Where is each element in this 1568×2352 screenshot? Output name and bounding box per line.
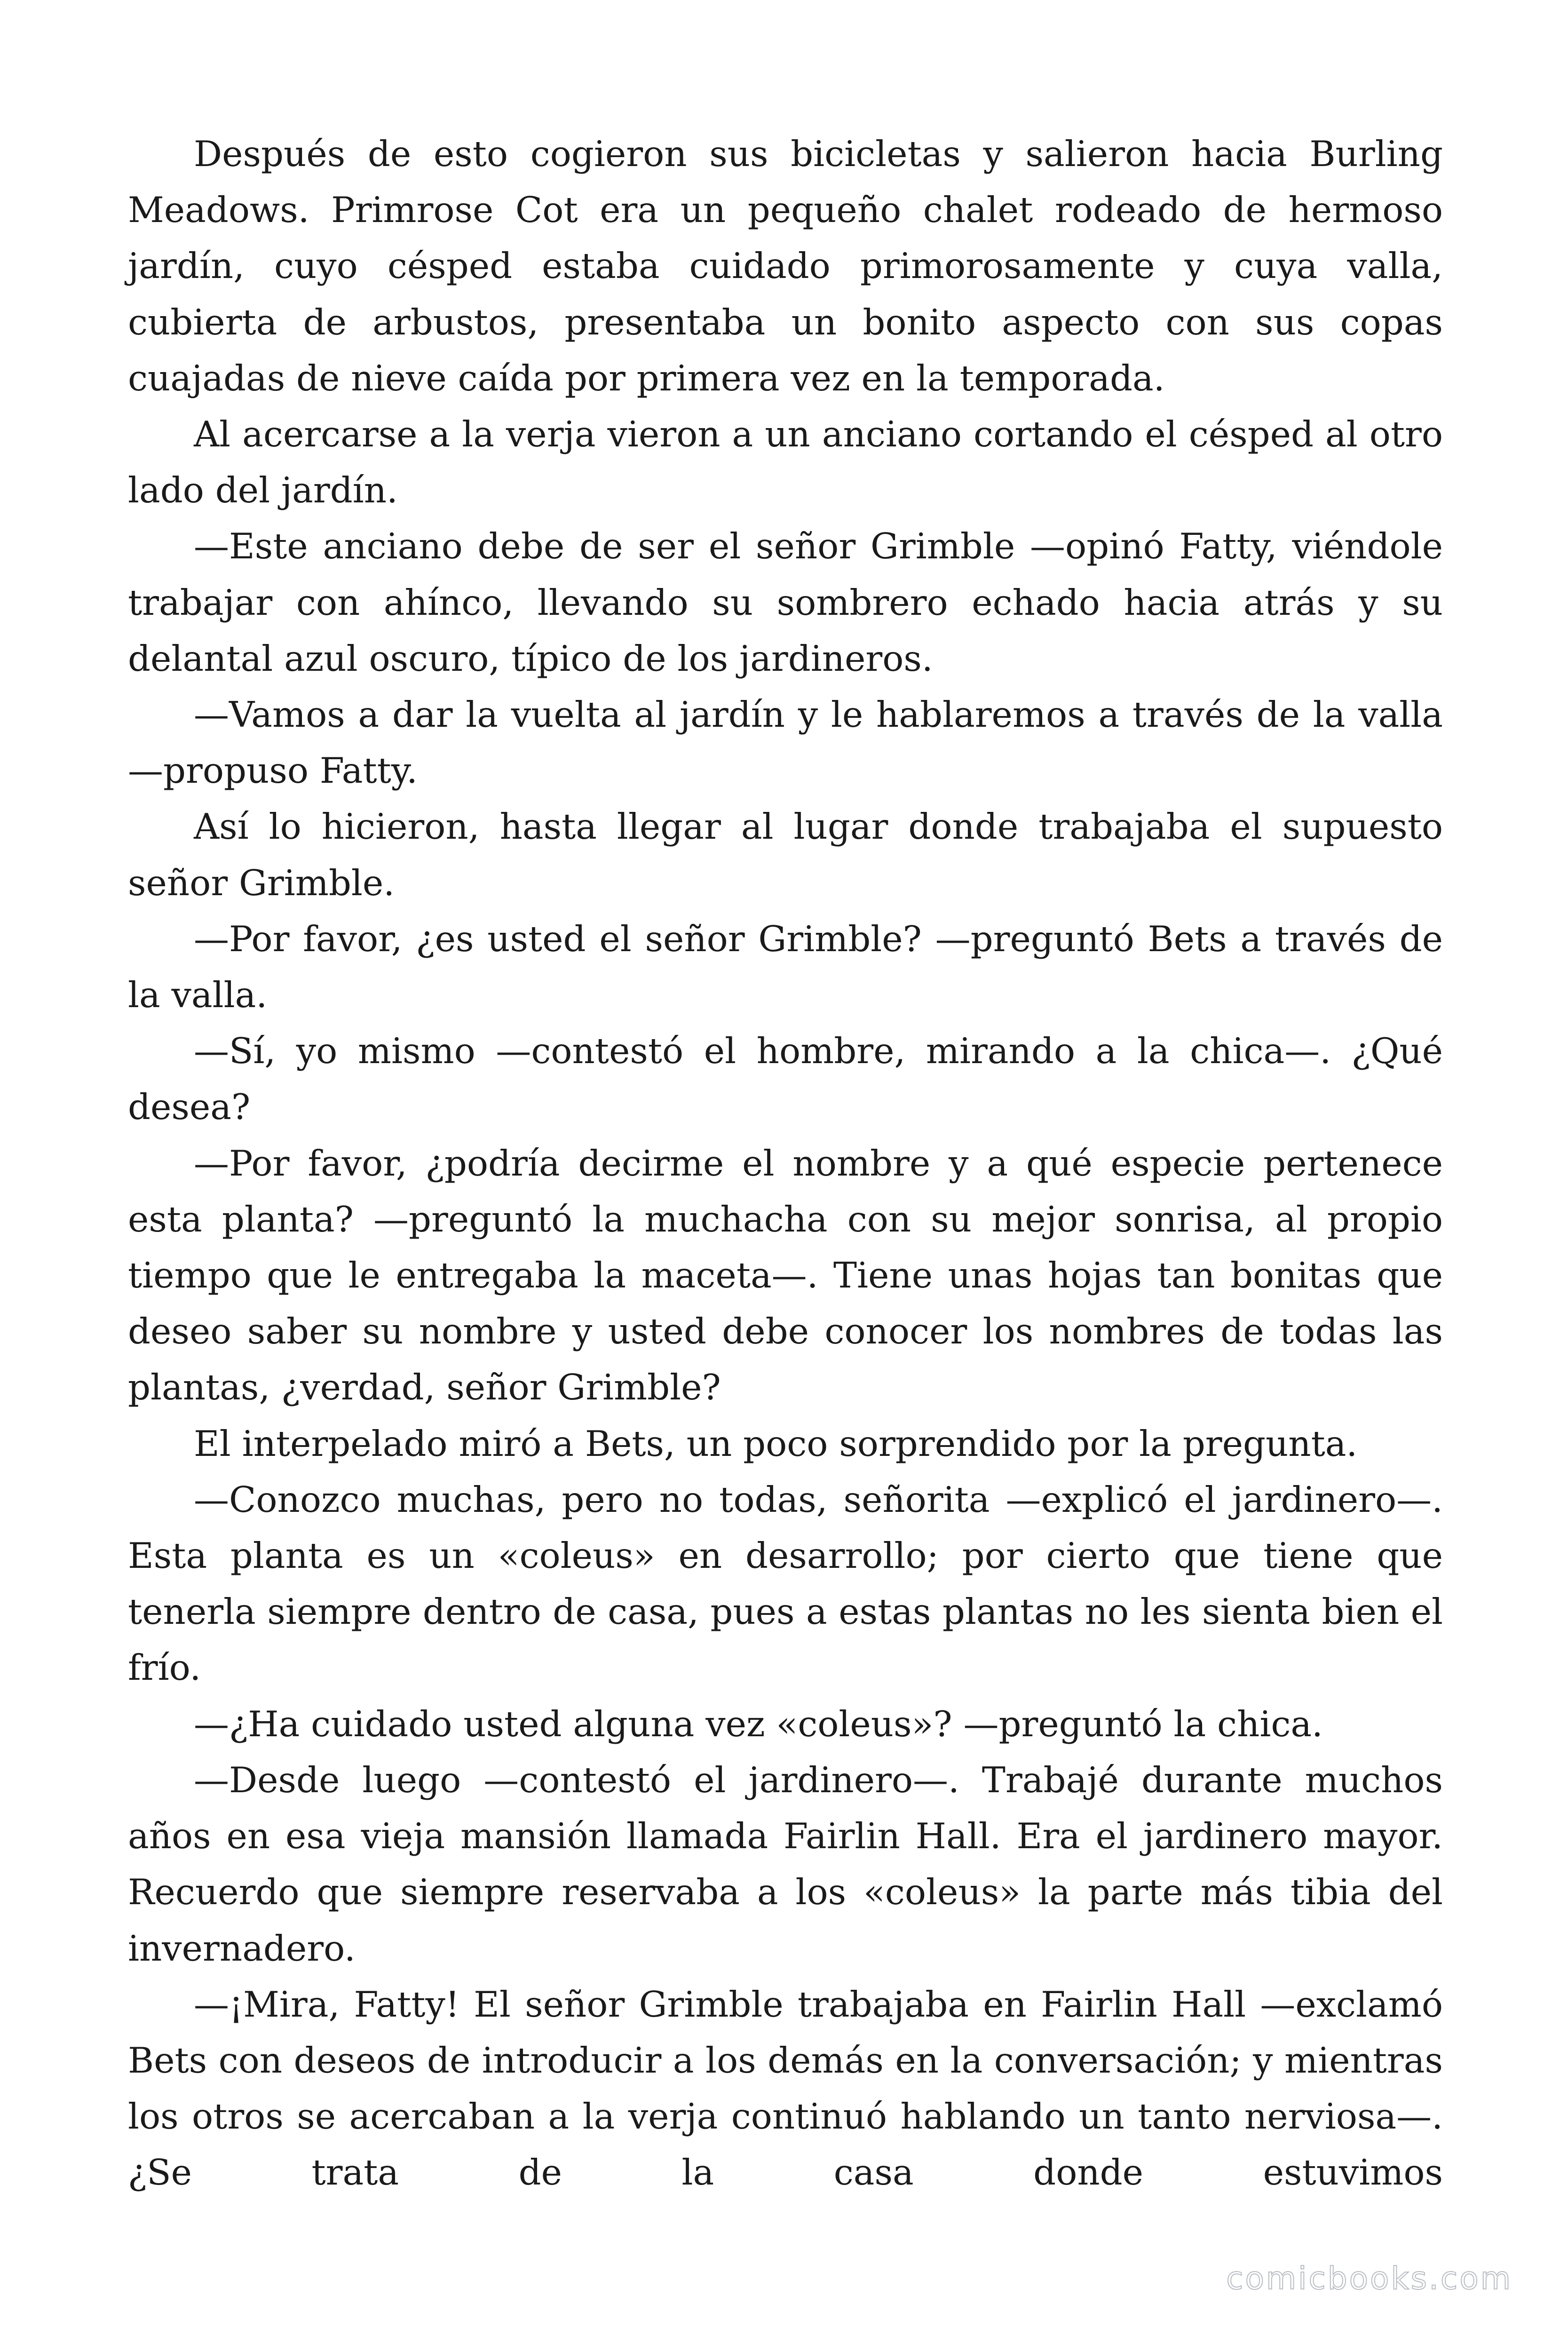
paragraph-12: —Desde luego —contestó el jardinero—. Trabajé durante muchos años en esa vieja mansión llamada Fairlin Hall. Era el jardinero mayor. Recuerdo que siempre reservaba a los «coleus» la parte más tibia del invernadero. — [128, 1759, 1443, 1969]
watermark-logo: comicbooks.com — [1226, 2260, 1513, 2296]
paragraph-13: —¡Mira, Fatty! El señor Grimble trabajaba en Fairlin Hall —exclamó Bets con deseos de introducir a los demás en la conversación; y mientras los otros se acercaban a la verja continuó hablando un tanto nerviosa—. ¿Se trata de la casa donde estuvimos — [128, 1983, 1443, 2193]
paragraph-8: —Por favor, ¿podría decirme el nombre y a qué especie pertenece esta planta? —preguntó la muchacha con su mejor sonrisa, al propio tiempo que le entregaba la maceta—. Tiene unas hojas tan bonitas que deseo saber su nombre y usted debe conocer los nombres de todas las plantas, ¿verdad, señor Grimble? — [128, 1142, 1443, 1408]
paragraph-10: —Conozco muchas, pero no todas, señorita —explicó el jardinero—. Esta planta es un «coleus» en desarrollo; por cierto que tiene que tenerla siempre dentro de casa, pues a estas plantas no les sienta bien el frío. — [128, 1478, 1443, 1689]
paragraph-5: Así lo hicieron, hasta llegar al lugar donde trabajaba el supuesto señor Grimble. — [128, 806, 1443, 904]
paragraph-3: —Este anciano debe de ser el señor Grimble —opinó Fatty, viéndole trabajar con ahínco, llevando su sombrero echado hacia atrás y su delantal azul oscuro, típico de los jardineros. — [128, 525, 1443, 679]
paragraph-1: Después de esto cogieron sus bicicletas y salieron hacia Burling Meadows. Primrose Cot era un pequeño chalet rodeado de hermoso jardín, cuyo césped estaba cuidado primorosamente y cuya valla, cubierta de arbustos, presentaba un bonito aspecto con sus copas cuajadas de nieve caída por primera vez en la temporada. — [128, 133, 1443, 399]
paragraph-11: —¿Ha cuidado usted alguna vez «coleus»? —preguntó la chica. — [194, 1703, 1323, 1745]
text-body — [128, 126, 1443, 2201]
paragraph-7: —Sí, yo mismo —contestó el hombre, mirando a la chica—. ¿Qué desea? — [128, 1030, 1443, 1128]
paragraph-2: Al acercarse a la verja vieron a un anciano cortando el césped al otro lado del jardín. — [128, 413, 1443, 511]
paragraph-6: —Por favor, ¿es usted el señor Grimble? —preguntó Bets a través de la valla. — [128, 918, 1443, 1016]
paragraph-4: —Vamos a dar la vuelta al jardín y le hablaremos a través de la valla —propuso Fatty. — [128, 694, 1443, 792]
paragraph-9: El interpelado miró a Bets, un poco sorprendido por la pregunta. — [194, 1422, 1358, 1464]
